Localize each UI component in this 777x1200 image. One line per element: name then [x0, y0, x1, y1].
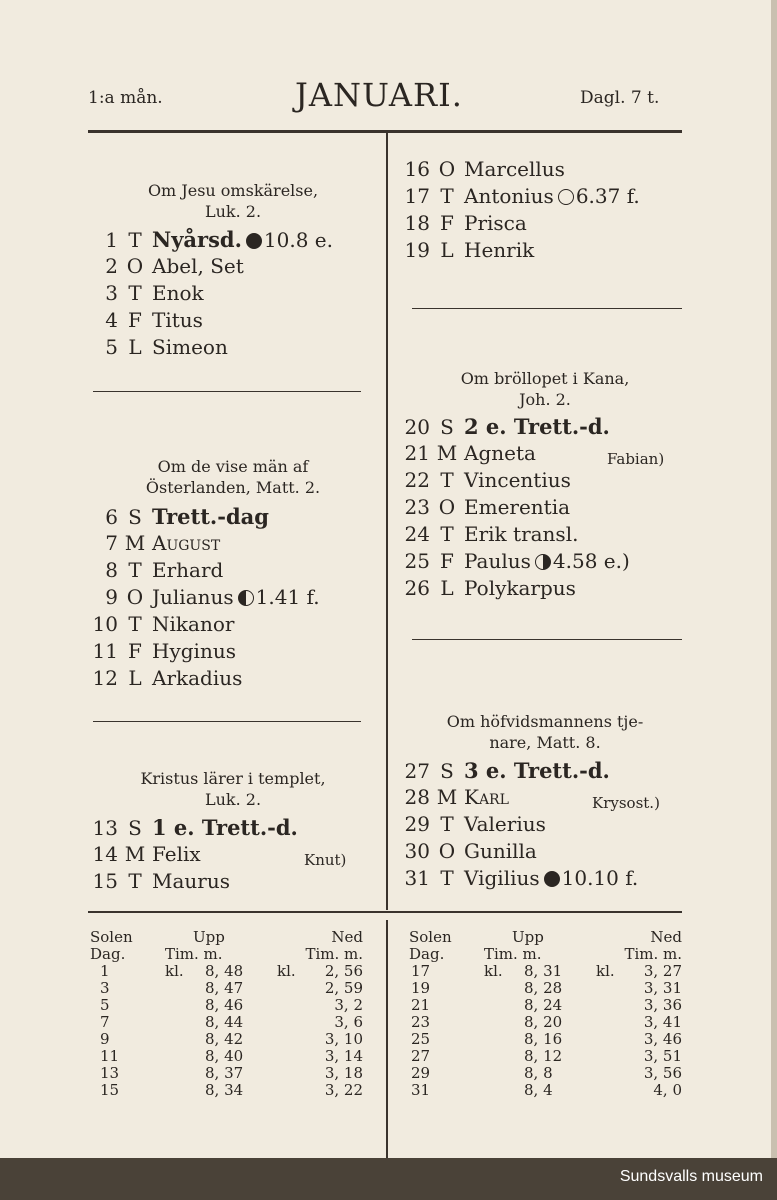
sun-day: 25 [411, 1030, 431, 1048]
sun-rise: 8, 48 [205, 962, 244, 980]
sun-rise: 8, 16 [524, 1030, 563, 1048]
day-row [88, 530, 220, 557]
weekday: L [440, 238, 454, 262]
day-name: Hyginus [152, 639, 236, 663]
sun-kl [277, 997, 315, 1014]
day-name: Marcellus [464, 157, 565, 181]
section-rule [93, 391, 361, 392]
sun-kl [596, 980, 634, 997]
sun-day: 7 [100, 1013, 110, 1031]
day-extra: Fabian) [607, 450, 665, 468]
day-number: 19 [404, 238, 430, 262]
section-heading-line: Kristus lärer i templet, [140, 769, 326, 788]
day-number: 10 [92, 612, 118, 636]
day-name: Nyårsd. [152, 227, 242, 252]
sun-set: 3, 14 [324, 1047, 363, 1065]
weekday: T [440, 468, 454, 492]
sun-day: 27 [411, 1047, 431, 1065]
sun-rise: 8, 46 [205, 996, 244, 1014]
day-number: 5 [105, 335, 118, 359]
section-heading [400, 368, 690, 410]
moon-time: 6.37 f. [575, 184, 640, 208]
sun-header-row [409, 946, 682, 963]
day-name: 1 e. Trett.-d. [152, 815, 298, 840]
day-name: Prisca [464, 211, 527, 235]
sun-set: 3, 2 [334, 996, 363, 1014]
day-number: 17 [404, 184, 430, 208]
day-number: 8 [105, 558, 118, 582]
day-row [88, 253, 244, 280]
day-number: 6 [105, 505, 118, 529]
sun-table-left [90, 929, 363, 1099]
day-number: 22 [404, 468, 430, 492]
day-name: Antonius [464, 184, 554, 208]
day-number: 24 [404, 522, 430, 546]
weekday: S [128, 816, 142, 840]
section-rule [412, 639, 682, 640]
sun-set: 3, 31 [643, 979, 682, 997]
weekday: O [438, 839, 456, 863]
new-moon-icon [544, 871, 560, 887]
weekday: S [440, 759, 454, 783]
sun-rise: 8, 31 [524, 962, 563, 980]
day-name: Karl [464, 785, 509, 809]
sun-day: 23 [411, 1013, 431, 1031]
section-heading [88, 768, 378, 810]
sun-set: 3, 22 [324, 1081, 363, 1099]
sun-header-row [90, 946, 363, 963]
sun-kl [165, 1014, 205, 1031]
sun-set: 3, 56 [643, 1064, 682, 1082]
section-heading [400, 711, 690, 753]
full-moon-icon [558, 189, 574, 205]
day-row [88, 334, 228, 361]
sun-kl: kl. [596, 962, 615, 980]
sun-rise: 8, 8 [524, 1064, 553, 1082]
sun-kl [165, 1082, 205, 1099]
sun-rise: 8, 44 [205, 1013, 244, 1031]
sun-kl [484, 997, 524, 1014]
sun-row [90, 980, 363, 997]
day-number: 15 [92, 869, 118, 893]
day-name: Vincentius [464, 468, 571, 492]
month-number: 1:a mån. [88, 88, 163, 108]
day-name: Abel, Set [152, 254, 244, 278]
sun-day: 31 [411, 1081, 431, 1099]
day-name: Trett.-dag [152, 504, 269, 529]
weekday: M [124, 842, 146, 866]
sun-rise: 8, 47 [205, 979, 244, 997]
sun-set: 2, 59 [324, 979, 363, 997]
sun-kl [596, 1048, 634, 1065]
sun-rise: 8, 28 [524, 979, 563, 997]
day-row [400, 548, 630, 575]
sun-row [90, 997, 363, 1014]
sun-set: 2, 56 [324, 962, 363, 980]
sun-kl [277, 980, 315, 997]
weekday: T [440, 812, 454, 836]
day-row [88, 814, 298, 842]
sun-kl [484, 980, 524, 997]
day-number: 1 [105, 228, 118, 252]
weekday: M [436, 785, 458, 809]
weekday: T [128, 612, 142, 636]
sun-day: 3 [100, 979, 110, 997]
day-name: August [152, 531, 221, 555]
sun-kl [277, 1065, 315, 1082]
sun-day: 21 [411, 996, 431, 1014]
sun-rise: 8, 42 [205, 1030, 244, 1048]
day-number: 7 [105, 531, 118, 555]
sun-subheader: Tim. m. [305, 945, 363, 963]
day-number: 21 [404, 441, 430, 465]
weekday: T [128, 281, 142, 305]
sun-header: Upp [512, 928, 544, 946]
sun-day: 11 [100, 1047, 120, 1065]
day-name: Henrik [464, 238, 535, 262]
day-name: Simeon [152, 335, 228, 359]
day-row [88, 841, 363, 868]
sun-row [409, 980, 682, 997]
day-name: Arkadius [152, 666, 243, 690]
moon-time: 10.8 e. [263, 228, 333, 252]
weekday: T [128, 228, 142, 252]
day-name: 3 e. Trett.-d. [464, 758, 610, 783]
day-length: Dagl. 7 t. [580, 88, 660, 108]
day-row [400, 183, 640, 210]
sun-set: 3, 27 [643, 962, 682, 980]
weekday: T [440, 184, 454, 208]
day-name: Paulus [464, 549, 531, 573]
sun-column-divider [386, 920, 388, 1160]
sun-header: Solen [409, 928, 452, 946]
sun-kl [165, 1031, 205, 1048]
sun-set: 3, 36 [643, 996, 682, 1014]
sun-set: 3, 18 [324, 1064, 363, 1082]
day-number: 27 [404, 759, 430, 783]
sun-row [409, 997, 682, 1014]
section-heading [88, 456, 378, 498]
day-number: 14 [92, 842, 118, 866]
day-name: Vigilius [464, 866, 540, 890]
day-row [400, 575, 576, 602]
day-number: 25 [404, 549, 430, 573]
sun-day: 5 [100, 996, 110, 1014]
section-heading-line: Om bröllopet i Kana, [460, 369, 630, 388]
day-number: 30 [404, 839, 430, 863]
sun-row [409, 963, 682, 980]
day-row [400, 494, 570, 521]
sun-rise: 8, 37 [205, 1064, 244, 1082]
sun-row [409, 1048, 682, 1065]
sun-kl [596, 997, 634, 1014]
day-number: 2 [105, 254, 118, 278]
day-number: 16 [404, 157, 430, 181]
day-row [88, 638, 236, 665]
day-row [88, 665, 242, 692]
sun-set: 3, 51 [643, 1047, 682, 1065]
sun-kl [484, 1082, 524, 1099]
sun-kl [165, 1048, 205, 1065]
sun-row [90, 1048, 363, 1065]
weekday: O [438, 495, 456, 519]
section-heading-line: Luk. 2. [204, 202, 262, 221]
sun-day: 17 [411, 962, 431, 980]
weekday: M [436, 441, 458, 465]
day-number: 18 [404, 211, 430, 235]
sun-subheader: Tim. m. [624, 945, 682, 963]
sun-kl [165, 997, 205, 1014]
sun-row [409, 1014, 682, 1031]
sun-kl: kl. [277, 962, 296, 980]
sun-kl: kl. [165, 962, 184, 980]
sun-subheader: Tim. m. [484, 945, 542, 963]
sun-set: 3, 6 [334, 1013, 363, 1031]
section-heading-line: Om de vise män af [157, 457, 309, 476]
sun-kl [165, 1065, 205, 1082]
sun-header-row [90, 929, 363, 946]
day-name: Erik transl. [464, 522, 579, 546]
weekday: T [440, 866, 454, 890]
day-number: 20 [404, 415, 430, 439]
day-name: Valerius [464, 812, 546, 836]
weekday: L [440, 576, 454, 600]
moon-time: 1.41 f. [255, 585, 320, 609]
day-row [88, 226, 333, 254]
day-row [400, 757, 610, 785]
sun-rise: 8, 4 [524, 1081, 553, 1099]
day-row [88, 557, 223, 584]
day-number: 4 [105, 308, 118, 332]
sun-kl: kl. [484, 962, 503, 980]
page-title: JANUARI. [295, 76, 463, 114]
weekday: O [126, 585, 144, 609]
weekday: L [128, 335, 142, 359]
day-name: Nikanor [152, 612, 235, 636]
footer-bar [0, 1158, 777, 1200]
day-name: Titus [152, 308, 203, 332]
day-name: Polykarpus [464, 576, 576, 600]
day-row [400, 440, 685, 467]
day-number: 3 [105, 281, 118, 305]
sun-row [409, 1082, 682, 1099]
day-row [88, 584, 320, 611]
sun-table-rule [88, 911, 682, 913]
sun-row [90, 1031, 363, 1048]
day-row [400, 413, 610, 441]
weekday: S [440, 415, 454, 439]
sun-subheader: Dag. [409, 945, 445, 963]
sun-subheader: Dag. [90, 945, 126, 963]
sun-day: 29 [411, 1064, 431, 1082]
sun-kl [484, 1014, 524, 1031]
weekday: M [124, 531, 146, 555]
sun-rise: 8, 24 [524, 996, 563, 1014]
day-number: 23 [404, 495, 430, 519]
day-row [400, 811, 546, 838]
sun-rise: 8, 20 [524, 1013, 563, 1031]
day-row [400, 784, 685, 811]
day-number: 28 [404, 785, 430, 809]
sun-rise: 8, 40 [205, 1047, 244, 1065]
day-name: Agneta [464, 441, 536, 465]
section-heading-line: Om Jesu omskärelse, [147, 181, 319, 200]
day-name: Erhard [152, 558, 224, 582]
day-number: 26 [404, 576, 430, 600]
sun-kl [165, 980, 205, 997]
weekday: T [440, 522, 454, 546]
day-name: Felix [152, 842, 201, 866]
sun-kl [277, 1014, 315, 1031]
section-heading-line: Luk. 2. [204, 790, 262, 809]
section-heading-line: Joh. 2. [519, 390, 571, 409]
sun-kl [484, 1031, 524, 1048]
sun-header: Solen [90, 928, 133, 946]
first-quarter-moon-icon [238, 590, 254, 606]
day-name: 2 e. Trett.-d. [464, 414, 610, 439]
sun-set: 4, 0 [653, 1081, 682, 1099]
day-name: Gunilla [464, 839, 537, 863]
day-row [400, 210, 527, 237]
day-number: 31 [404, 866, 430, 890]
day-name: Julianus [152, 585, 234, 609]
day-extra: Knut) [304, 851, 347, 869]
column-divider [386, 133, 388, 910]
day-number: 11 [92, 639, 118, 663]
sun-kl [596, 1031, 634, 1048]
sun-day: 19 [411, 979, 431, 997]
sun-subheader: Tim. m. [165, 945, 223, 963]
section-heading [88, 180, 378, 222]
day-row [400, 521, 578, 548]
sun-set: 3, 46 [643, 1030, 682, 1048]
sun-row [409, 1031, 682, 1048]
weekday: T [128, 558, 142, 582]
sun-kl [277, 1048, 315, 1065]
day-number: 12 [92, 666, 118, 690]
day-row [88, 280, 204, 307]
sun-kl [277, 1031, 315, 1048]
day-number: 29 [404, 812, 430, 836]
sun-kl [596, 1014, 634, 1031]
sun-rise: 8, 34 [205, 1081, 244, 1099]
day-row [400, 838, 537, 865]
weekday: F [440, 549, 454, 573]
weekday: O [126, 254, 144, 278]
day-row [88, 868, 230, 895]
weekday: L [128, 666, 142, 690]
sun-kl [277, 1082, 315, 1099]
museum-credit[interactable]: Sundsvalls museum [619, 1168, 763, 1185]
section-heading-line: Om höfvidsmannens tje- [446, 712, 644, 731]
weekday: F [440, 211, 454, 235]
sun-rise: 8, 12 [524, 1047, 563, 1065]
sun-row [90, 1065, 363, 1082]
day-row [400, 467, 571, 494]
sun-header: Ned [650, 928, 682, 946]
top-rule [88, 130, 682, 133]
sun-day: 9 [100, 1030, 110, 1048]
sun-row [409, 1065, 682, 1082]
sun-row [90, 1014, 363, 1031]
day-row [88, 503, 269, 531]
sun-header: Upp [193, 928, 225, 946]
section-rule [412, 308, 682, 309]
sun-kl [596, 1065, 634, 1082]
last-quarter-moon-icon [535, 554, 551, 570]
sun-row [90, 1082, 363, 1099]
weekday: T [128, 869, 142, 893]
day-name: Emerentia [464, 495, 571, 519]
sun-set: 3, 41 [643, 1013, 682, 1031]
sun-header: Ned [331, 928, 363, 946]
day-row [400, 156, 565, 183]
moon-time: 4.58 e.) [552, 549, 630, 573]
sun-day: 1 [100, 962, 110, 980]
weekday: F [128, 308, 142, 332]
weekday: F [128, 639, 142, 663]
sun-header-row [409, 929, 682, 946]
day-row [400, 237, 534, 264]
day-number: 9 [105, 585, 118, 609]
day-row [400, 865, 638, 892]
moon-time: 10.10 f. [561, 866, 639, 890]
weekday: S [128, 505, 142, 529]
section-rule [93, 721, 361, 722]
sun-kl [484, 1048, 524, 1065]
sun-kl [484, 1065, 524, 1082]
sun-set: 3, 10 [324, 1030, 363, 1048]
sun-day: 13 [100, 1064, 120, 1082]
day-name: Enok [152, 281, 204, 305]
sun-row [90, 963, 363, 980]
day-name: Maurus [152, 869, 230, 893]
day-extra: Krysost.) [592, 794, 660, 812]
weekday: O [438, 157, 456, 181]
day-row [88, 611, 234, 638]
new-moon-icon [246, 233, 262, 249]
section-heading-line: Österlanden, Matt. 2. [145, 478, 321, 497]
sun-day: 15 [100, 1081, 120, 1099]
sun-table-right [409, 929, 682, 1099]
section-heading-line: nare, Matt. 8. [489, 733, 601, 752]
sun-kl [596, 1082, 634, 1099]
day-number: 13 [92, 816, 118, 840]
day-row [88, 307, 203, 334]
